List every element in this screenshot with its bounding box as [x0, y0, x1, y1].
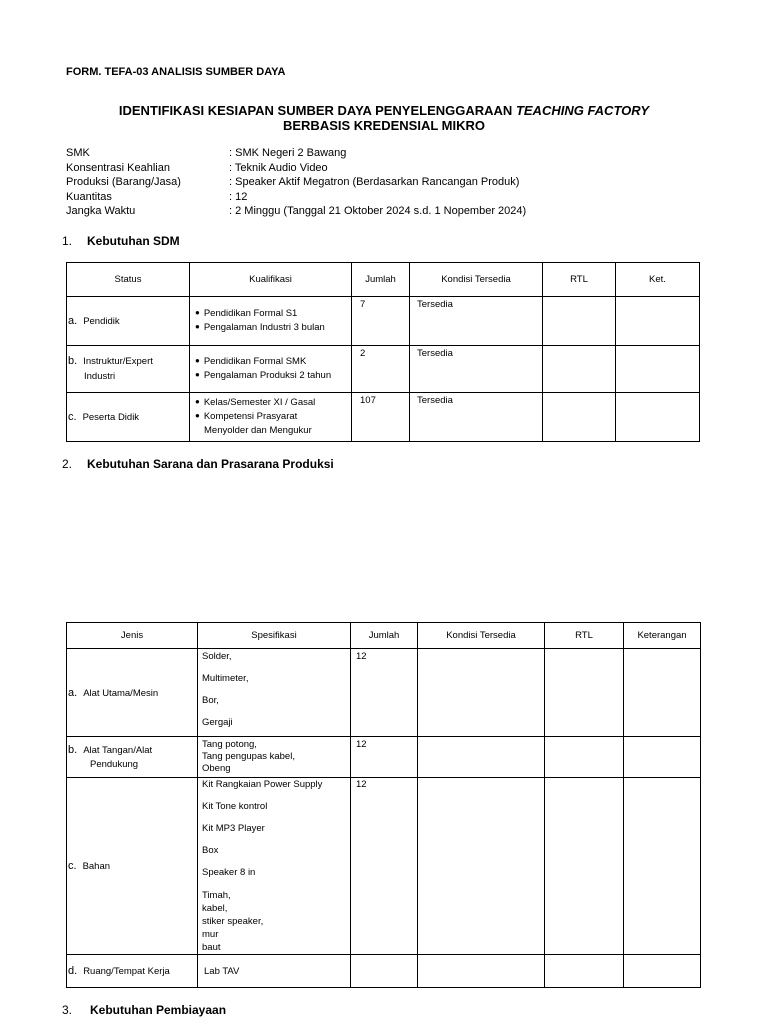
header-ket: Ket. — [616, 263, 700, 297]
kondisi-cell — [418, 955, 545, 988]
kualifikasi-cell — [190, 346, 352, 393]
info-label-konsentrasi: Konsentrasi Keahlian — [66, 161, 170, 174]
rtl-cell — [543, 297, 616, 346]
row-letter: b. — [68, 743, 78, 756]
section-title: Kebutuhan Sarana dan Prasarana Produksi — [87, 457, 334, 471]
spec-item: Gergaji — [202, 717, 233, 728]
header-jumlah: Jumlah — [351, 623, 418, 649]
qualification-item: ● Pengalaman Produksi 2 tahun — [195, 369, 351, 383]
keterangan-cell — [624, 778, 701, 955]
jumlah-cell: 12 — [351, 737, 418, 778]
section-heading-sarpras — [62, 457, 334, 471]
ket-cell — [616, 346, 700, 393]
jenis-text: Ruang/Tempat Kerja — [83, 966, 170, 977]
header-status: Status — [67, 263, 190, 297]
header-rtl: RTL — [543, 263, 616, 297]
spesifikasi-cell — [198, 649, 351, 737]
spec-item: Bor, — [202, 695, 219, 706]
table-row — [67, 778, 701, 955]
status-text-cont: Industri — [84, 371, 116, 382]
rtl-cell — [545, 955, 624, 988]
keterangan-cell — [624, 955, 701, 988]
qualification-item: ● Pendidikan Formal S1 — [195, 307, 351, 321]
qualification-item: ● Pendidikan Formal SMK — [195, 355, 351, 369]
jenis-text: Bahan — [82, 861, 111, 872]
status-cell — [67, 393, 190, 442]
spec-item: Tang pengupas kabel, — [202, 751, 295, 762]
header-kondisi: Kondisi Tersedia — [418, 623, 545, 649]
section-number: 1. — [62, 234, 73, 248]
spec-item: Solder, — [202, 651, 232, 662]
spec-item: Kit Tone kontrol — [202, 801, 268, 812]
info-value-kuantitas: : 12 — [229, 190, 248, 203]
rtl-cell — [545, 649, 624, 737]
spesifikasi-cell — [198, 778, 351, 955]
info-value-konsentrasi: : Teknik Audio Video — [229, 161, 328, 174]
spec-item: mur — [202, 929, 219, 940]
row-letter: c. — [68, 860, 77, 872]
keterangan-cell — [624, 737, 701, 778]
status-text: Peserta Didik — [82, 412, 140, 423]
section-title: Kebutuhan SDM — [87, 234, 180, 248]
spec-item: Speaker 8 in — [202, 867, 256, 878]
table-row — [67, 955, 701, 988]
table-row — [67, 346, 700, 393]
row-letter: a. — [68, 315, 78, 327]
status-cell — [67, 346, 190, 393]
kondisi-cell: Tersedia — [410, 393, 543, 442]
info-value-smk: : SMK Negeri 2 Bawang — [229, 147, 347, 159]
jumlah-cell — [351, 955, 418, 988]
section-heading-pembiayaan — [62, 1003, 226, 1017]
header-keterangan: Keterangan — [624, 623, 701, 649]
title-prefix: IDENTIFIKASI KESIAPAN SUMBER DAYA PENYELENGGARAAN — [118, 103, 516, 118]
rtl-cell — [545, 737, 624, 778]
info-label-produksi: Produksi (Barang/Jasa) — [66, 176, 181, 188]
header-spesifikasi: Spesifikasi — [198, 623, 351, 649]
spec-item: kabel, — [202, 903, 228, 914]
jumlah-cell: 12 — [351, 649, 418, 737]
qualification-item: ● Pengalaman Industri 3 bulan — [195, 321, 351, 335]
spesifikasi-cell: Lab TAV — [198, 955, 351, 988]
spec-item: Timah, — [202, 890, 231, 901]
qualification-item: ● Kelas/Semester XI / Gasal — [195, 396, 351, 410]
kondisi-cell: Tersedia — [410, 297, 543, 346]
header-kualifikasi: Kualifikasi — [190, 263, 352, 297]
row-letter: d. — [68, 965, 78, 977]
header-jenis: Jenis — [67, 623, 198, 649]
kondisi-cell — [418, 649, 545, 737]
kondisi-cell: Tersedia — [410, 346, 543, 393]
info-label-smk: SMK — [66, 147, 90, 159]
jenis-text-cont: Pendukung — [90, 758, 139, 770]
rtl-cell — [543, 346, 616, 393]
qualification-item-cont: Menyolder dan Mengukur — [204, 425, 312, 436]
section-title: Kebutuhan Pembiayaan — [90, 1003, 227, 1017]
rtl-cell — [543, 393, 616, 442]
spec-item: Obeng — [202, 763, 231, 774]
header-rtl: RTL — [545, 623, 624, 649]
kondisi-cell — [418, 737, 545, 778]
jenis-text: Alat Utama/Mesin — [83, 687, 159, 699]
spec-item: Kit Rangkaian Power Supply — [202, 779, 323, 790]
jenis-text: Alat Tangan/Alat — [83, 744, 153, 756]
info-value-jangka-waktu: : 2 Minggu (Tanggal 21 Oktober 2024 s.d. 1 Nopember 2024) — [229, 205, 527, 217]
spec-item: Box — [202, 845, 219, 856]
header-jumlah: Jumlah — [352, 263, 410, 297]
table-row — [67, 649, 701, 737]
jumlah-cell: 12 — [351, 778, 418, 955]
qualification-item: ● Kompetensi Prasyarat — [195, 410, 351, 424]
ket-cell — [616, 393, 700, 442]
header-kondisi: Kondisi Tersedia — [410, 263, 543, 297]
keterangan-cell — [624, 649, 701, 737]
section-heading-sdm — [62, 234, 180, 248]
document-title-line2: BERBASIS KREDENSIAL MIKRO — [282, 118, 485, 133]
jenis-cell — [67, 955, 198, 988]
sarpras-table — [66, 622, 701, 988]
jenis-cell — [67, 737, 198, 778]
table-header-row — [67, 263, 700, 297]
jumlah-cell: 7 — [352, 297, 410, 346]
jumlah-cell: 2 — [352, 346, 410, 393]
kualifikasi-cell — [190, 393, 352, 442]
table-header-row — [67, 623, 701, 649]
spec-item: baut — [202, 942, 221, 953]
title-italic: TEACHING FACTORY — [515, 103, 650, 118]
table-row — [67, 297, 700, 346]
document-title-line1 — [0, 103, 768, 118]
row-letter: c. — [68, 411, 77, 423]
row-letter: b. — [68, 355, 78, 367]
spec-item: Multimeter, — [202, 673, 249, 684]
info-label-jangka-waktu: Jangka Waktu — [66, 205, 136, 217]
jenis-cell — [67, 778, 198, 955]
spesifikasi-cell — [198, 737, 351, 778]
ket-cell — [616, 297, 700, 346]
status-text: Instruktur/Expert — [83, 356, 153, 367]
jenis-cell — [67, 649, 198, 737]
info-label-kuantitas: Kuantitas — [66, 190, 112, 203]
kualifikasi-cell — [190, 297, 352, 346]
kondisi-cell — [418, 778, 545, 955]
status-text: Pendidik — [83, 316, 120, 327]
rtl-cell — [545, 778, 624, 955]
sdm-table — [66, 262, 700, 442]
table-row — [67, 393, 700, 442]
section-number: 2. — [62, 457, 73, 471]
spec-item: Kit MP3 Player — [202, 823, 265, 834]
form-code: FORM. TEFA-03 ANALISIS SUMBER DAYA — [66, 66, 286, 78]
spec-item: Tang potong, — [202, 739, 257, 750]
spec-item: stiker speaker, — [202, 916, 264, 927]
table-row — [67, 737, 701, 778]
section-number: 3. — [62, 1003, 73, 1017]
jumlah-cell: 107 — [352, 393, 410, 442]
status-cell — [67, 297, 190, 346]
row-letter: a. — [68, 686, 78, 699]
info-value-produksi: : Speaker Aktif Megatron (Berdasarkan Rancangan Produk) — [229, 176, 520, 188]
